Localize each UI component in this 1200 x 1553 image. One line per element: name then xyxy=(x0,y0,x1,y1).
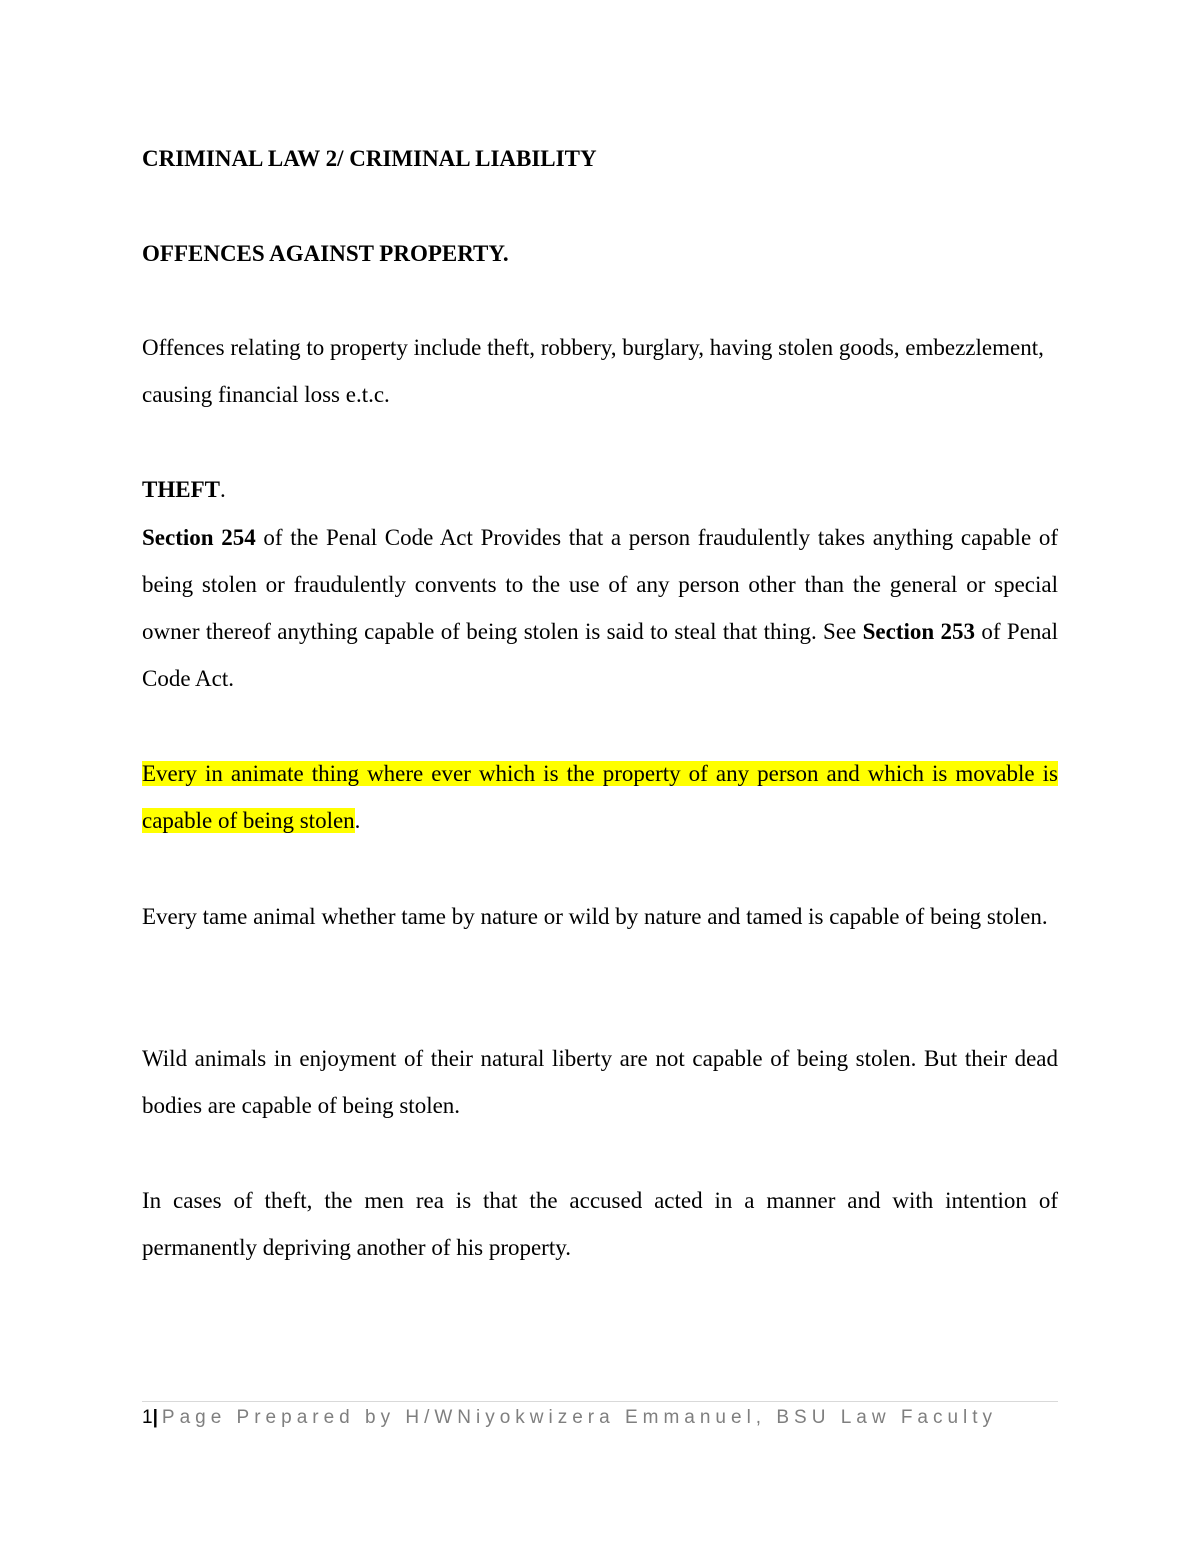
mens-rea-paragraph: In cases of theft, the men rea is that the accused acted in a manner and with intention of permanently depriving another of his property. xyxy=(142,1188,1058,1260)
highlighted-text: Every in animate thing where ever which is the property of any person and which is movable is capable of being stolen xyxy=(142,761,1058,833)
footer-divider xyxy=(142,1401,1058,1402)
tame-animals-paragraph: Every tame animal whether tame by nature or wild by nature and tamed is capable of being stolen. xyxy=(142,904,1048,929)
section-254-text-end: of Penal Code Act. xyxy=(142,619,1058,691)
document-title: CRIMINAL LAW 2/ CRIMINAL LIABILITY xyxy=(142,146,597,171)
theft-heading-line xyxy=(142,466,1058,513)
theft-heading-suffix: . xyxy=(219,477,226,502)
theft-heading: THEFT xyxy=(142,477,220,502)
footer-separator: | xyxy=(152,1407,158,1428)
highlighted-suffix: . xyxy=(354,808,361,833)
page-footer xyxy=(142,1404,1058,1431)
wild-animals-paragraph: Wild animals in enjoyment of their natural liberty are not capable of being stolen. But their dead bodies are capable of being stolen. xyxy=(142,1046,1058,1118)
highlighted-paragraph xyxy=(142,750,1058,844)
section-254-paragraph xyxy=(142,514,1058,702)
footer-text: Page Prepared by H/WNiyokwizera Emmanuel, BSU Law Faculty xyxy=(161,1407,998,1428)
section-254-text: of the Penal Code Act Provides that a person fraudulently takes anything capable of being stolen or fraudulently convents to the use of any person other than the general or special owner thereof anything capable of being stolen is said to steal that thing. See xyxy=(142,525,1058,644)
section-heading: OFFENCES AGAINST PROPERTY. xyxy=(142,241,509,266)
page-number: 1 xyxy=(142,1407,153,1428)
section-254-label: Section 254 xyxy=(142,525,256,550)
intro-paragraph: Offences relating to property include theft, robbery, burglary, having stolen goods, embezzlement, causing financial loss e.t.c. xyxy=(142,335,1044,407)
section-253-label: Section 253 xyxy=(862,619,976,644)
